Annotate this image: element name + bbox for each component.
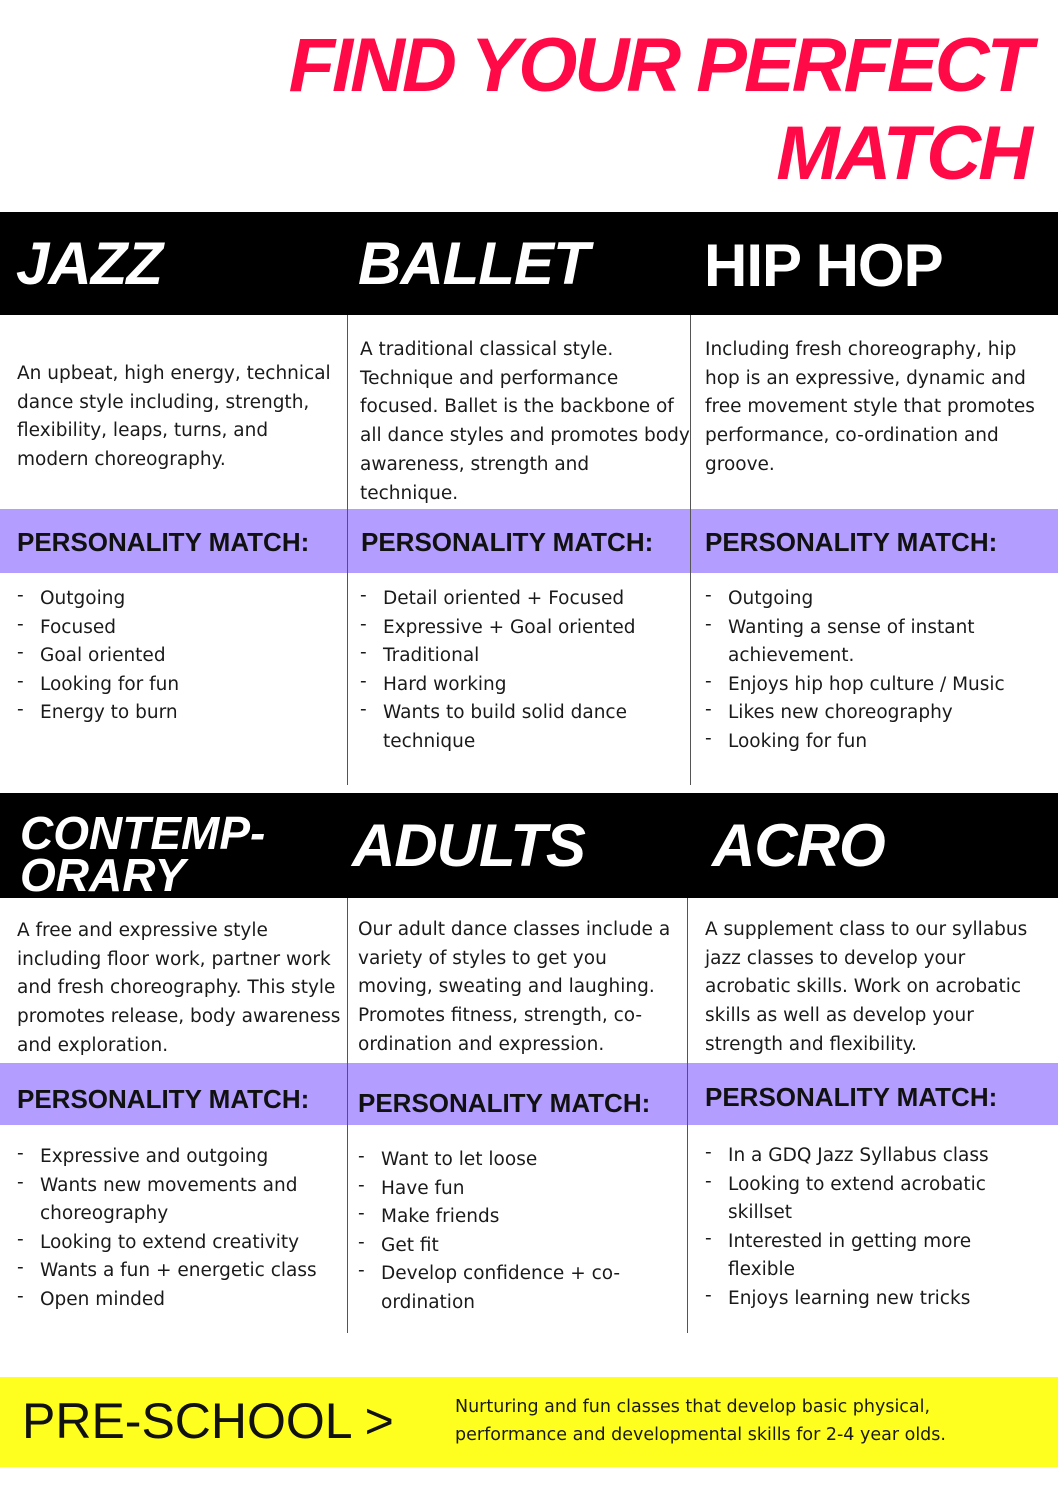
- trait-item: - Develop confidence + co-ordination: [358, 1260, 658, 1317]
- trait-item: - Get fit: [358, 1232, 658, 1261]
- trait-item: - Open minded: [17, 1286, 337, 1315]
- preschool-description: Nurturing and fun classes that develop basic physical, performance and developmental skills for 2-4 year olds.: [455, 1397, 946, 1445]
- style-name-hip-hop: HIP HOP: [704, 232, 943, 299]
- trait-item: - Have fun: [358, 1175, 658, 1204]
- style-description-hip-hop: Including fresh choreography, hip hop is an expressive, dynamic and free movement style that promotes performance, co-ordination and groove.: [705, 339, 1035, 475]
- trait-item: - Outgoing: [705, 585, 1035, 614]
- column-divider: [347, 315, 348, 785]
- style-description-contemporary: A free and expressive style including floor work, partner work and fresh choreography. This style promotes release, body awareness and exploration.: [17, 920, 341, 1056]
- trait-item: - Enjoys learning new tricks: [705, 1285, 1020, 1314]
- column-divider: [347, 898, 348, 1333]
- trait-item: - Looking for fun: [17, 671, 337, 700]
- trait-item: - Outgoing: [17, 585, 337, 614]
- trait-item: - Likes new choreography: [705, 699, 1035, 728]
- style-name-contemporary: CONTEMP- ORARY: [20, 807, 266, 901]
- preschool-banner: [0, 1377, 1058, 1467]
- style-name-acro: ACRO: [712, 812, 885, 879]
- trait-item: - In a GDQ Jazz Syllabus class: [705, 1142, 1020, 1171]
- title-line: MATCH: [776, 111, 1030, 196]
- personality-match-label: PERSONALITY MATCH:: [705, 1082, 998, 1112]
- personality-match-label: PERSONALITY MATCH:: [17, 1084, 310, 1114]
- traits-list-contemporary: [17, 1143, 337, 1314]
- style-description-jazz: An upbeat, high energy, technical dance style including, strength, flexibility, leaps, turns, and modern choreography.: [17, 363, 331, 471]
- trait-item: - Looking to extend acrobatic skillset: [705, 1171, 1020, 1228]
- traits-list-acro: [705, 1142, 1020, 1313]
- trait-item: - Focused: [17, 614, 337, 643]
- traits-list-hip-hop: [705, 585, 1035, 756]
- trait-item: - Interested in getting more flexible: [705, 1228, 1020, 1285]
- trait-item: - Wants new movements and choreography: [17, 1172, 337, 1229]
- trait-item: - Expressive + Goal oriented: [360, 614, 685, 643]
- traits-list-jazz: [17, 585, 337, 728]
- preschool-label: PRE-SCHOOL >: [22, 1393, 394, 1449]
- traits-list-adults: [358, 1146, 658, 1317]
- trait-item: - Wants a fun + energetic class: [17, 1257, 337, 1286]
- trait-item: - Looking for fun: [705, 728, 1035, 757]
- trait-item: - Want to let loose: [358, 1146, 658, 1175]
- trait-item: - Detail oriented + Focused: [360, 585, 685, 614]
- trait-item: - Goal oriented: [17, 642, 337, 671]
- trait-item: - Traditional: [360, 642, 685, 671]
- trait-item: - Enjoys hip hop culture / Music: [705, 671, 1035, 700]
- personality-match-label: PERSONALITY MATCH:: [17, 527, 310, 557]
- style-name-adults: ADULTS: [352, 812, 585, 879]
- trait-item: - Wants to build solid dance technique: [360, 699, 685, 756]
- style-name-jazz: JAZZ: [16, 230, 162, 297]
- trait-item: - Expressive and outgoing: [17, 1143, 337, 1172]
- style-description-adults: Our adult dance classes include a variety of styles to get you moving, sweating and laughing. Promotes fitness, strength, co-ordination and expression.: [358, 919, 671, 1055]
- personality-match-label: PERSONALITY MATCH:: [705, 527, 998, 557]
- traits-list-ballet: [360, 585, 685, 756]
- style-description-ballet: A traditional classical style. Technique and performance focused. Ballet is the backbone of all dance styles and promotes body awareness, strength and technique.: [360, 339, 690, 504]
- personality-match-label: PERSONALITY MATCH:: [361, 527, 654, 557]
- page-title: [289, 22, 1030, 198]
- style-description-acro: A supplement class to our syllabus jazz classes to develop your acrobatic skills. Work on acrobatic skills as well as develop your strength and flexibility.: [705, 919, 1028, 1055]
- trait-item: - Energy to burn: [17, 699, 337, 728]
- trait-item: - Wanting a sense of instant achievement.: [705, 614, 1035, 671]
- title-line: FIND YOUR PERFECT: [288, 23, 1030, 108]
- style-name-ballet: BALLET: [358, 230, 589, 297]
- column-divider: [690, 315, 691, 785]
- trait-item: - Make friends: [358, 1203, 658, 1232]
- trait-item: - Looking to extend creativity: [17, 1229, 337, 1258]
- column-divider: [687, 898, 688, 1333]
- personality-match-label: PERSONALITY MATCH:: [358, 1088, 651, 1118]
- trait-item: - Hard working: [360, 671, 685, 700]
